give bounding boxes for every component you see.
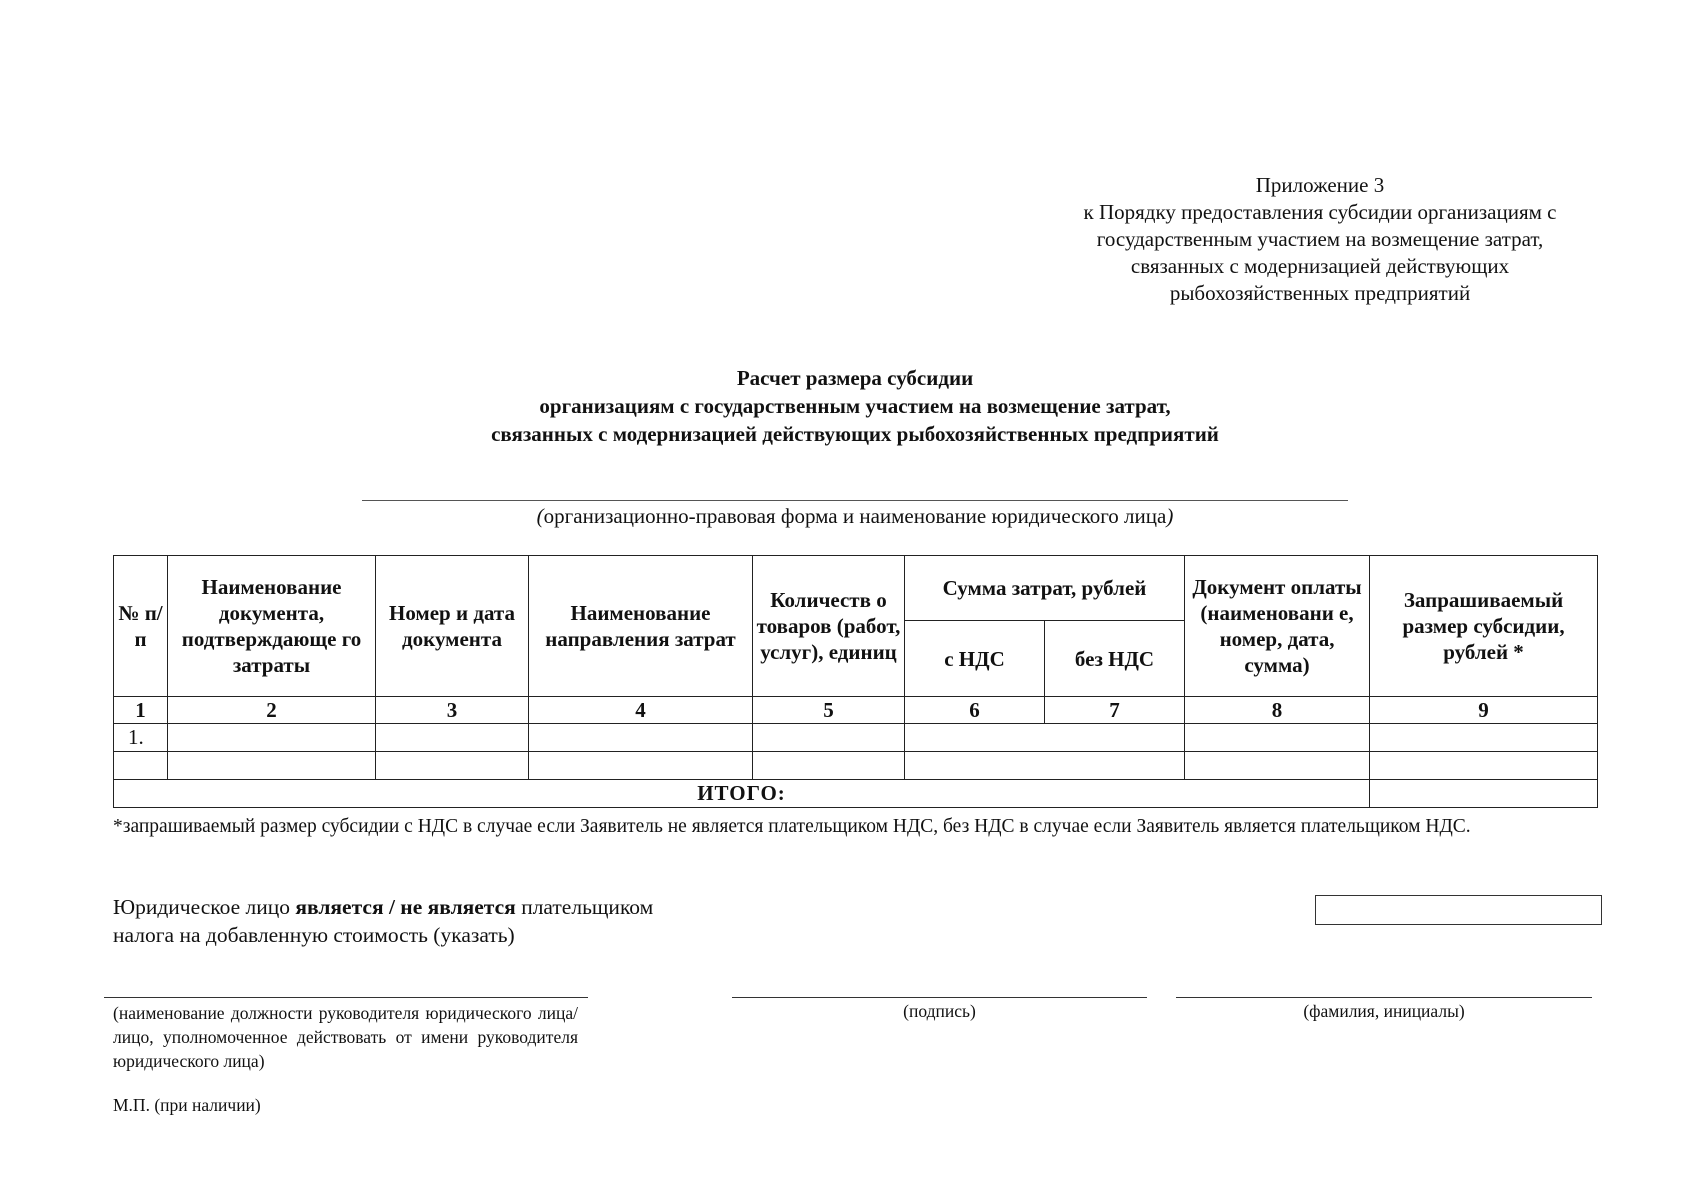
header-payment-document: Документ оплаты (наименовани е, номер, дата, сумма)	[1185, 556, 1370, 697]
cell-payment-document[interactable]	[1185, 724, 1370, 752]
caption-text: организационно-правовая форма и наименование юридического лица	[543, 504, 1167, 528]
signature-caption: (подпись)	[903, 1001, 976, 1021]
appendix-header	[1020, 172, 1620, 307]
appendix-line: Приложение 3	[1255, 173, 1385, 197]
column-numbers-row	[114, 697, 1598, 724]
vat-statement	[113, 893, 853, 949]
vat-status-field[interactable]	[1315, 895, 1602, 925]
footnote: *запрашиваемый размер субсидии с НДС в случае если Заявитель не является плательщиком НДС, без НДС в случае если Заявитель является плательщиком НДС.	[113, 816, 1471, 837]
column-number: 9	[1370, 697, 1598, 724]
column-number: 8	[1185, 697, 1370, 724]
column-number: 4	[529, 697, 753, 724]
organization-caption	[362, 504, 1348, 529]
cell-quantity[interactable]	[753, 752, 905, 780]
signature-line[interactable]	[732, 997, 1147, 998]
cell-number-date[interactable]	[376, 724, 529, 752]
cell-cost-sum[interactable]	[905, 752, 1185, 780]
vat-prefix: Юридическое лицо	[113, 895, 296, 919]
row-number	[114, 752, 168, 780]
cell-cost-sum[interactable]	[905, 724, 1185, 752]
cell-cost-direction[interactable]	[529, 752, 753, 780]
appendix-line: к Порядку предоставления субсидии организациям с	[1083, 200, 1557, 224]
name-line[interactable]	[1176, 997, 1592, 998]
header-with-vat: с НДС	[905, 621, 1045, 697]
subsidy-calculation-table	[113, 555, 1598, 808]
title-line: связанных с модернизацией действующих рыбохозяйственных предприятий	[491, 422, 1219, 446]
header-cost-direction: Наименование направления затрат	[529, 556, 753, 697]
cell-requested-subsidy[interactable]	[1370, 724, 1598, 752]
cell-requested-subsidy[interactable]	[1370, 752, 1598, 780]
caption-paren-close: )	[1166, 504, 1174, 528]
header-number-date: Номер и дата документа	[376, 556, 529, 697]
appendix-line: рыбохозяйственных предприятий	[1169, 281, 1471, 305]
vat-suffix: плательщиком	[515, 895, 654, 919]
stamp-caption: М.П. (при наличии)	[113, 1095, 261, 1115]
name-caption: (фамилия, инициалы)	[1303, 1001, 1465, 1021]
title-line: Расчет размера субсидии	[736, 366, 974, 390]
table-header-row	[114, 556, 1598, 621]
column-number: 3	[376, 697, 529, 724]
row-number: 1.	[114, 724, 168, 752]
table-row	[114, 752, 1598, 780]
header-cost-sum: Сумма затрат, рублей	[905, 556, 1185, 621]
column-number: 7	[1045, 697, 1185, 724]
position-caption: (наименование должности руководителя юридического лица/ лицо, уполномоченное действовать от имени руководителя юридического лица)	[113, 1003, 578, 1071]
appendix-line: связанных с модернизацией действующих	[1130, 254, 1510, 278]
position-line[interactable]	[104, 997, 588, 998]
total-label: ИТОГО:	[114, 780, 1370, 808]
table-row	[114, 724, 1598, 752]
total-row	[114, 780, 1598, 808]
header-document-name: Наименование документа, подтверждающе го затраты	[168, 556, 376, 697]
title-line: организациям с государственным участием на возмещение затрат,	[539, 394, 1171, 418]
caption-paren-open: (	[536, 504, 544, 528]
cell-document-name[interactable]	[168, 752, 376, 780]
cell-payment-document[interactable]	[1185, 752, 1370, 780]
organization-name-line[interactable]	[362, 500, 1348, 501]
cell-total-subsidy[interactable]	[1370, 780, 1598, 808]
cell-document-name[interactable]	[168, 724, 376, 752]
cell-quantity[interactable]	[753, 724, 905, 752]
column-number: 5	[753, 697, 905, 724]
header-number: № п/п	[114, 556, 168, 697]
vat-line2: налога на добавленную стоимость (указать)	[113, 923, 515, 947]
header-without-vat: без НДС	[1045, 621, 1185, 697]
cell-number-date[interactable]	[376, 752, 529, 780]
vat-status-options: является / не является	[295, 895, 516, 919]
appendix-line: государственным участием на возмещение затрат,	[1096, 227, 1544, 251]
header-requested-subsidy: Запрашиваемый размер субсидии, рублей *	[1370, 556, 1598, 697]
cell-cost-direction[interactable]	[529, 724, 753, 752]
column-number: 6	[905, 697, 1045, 724]
document-title	[230, 364, 1480, 448]
header-quantity: Количеств о товаров (работ, услуг), единиц	[753, 556, 905, 697]
column-number: 2	[168, 697, 376, 724]
column-number: 1	[114, 697, 168, 724]
